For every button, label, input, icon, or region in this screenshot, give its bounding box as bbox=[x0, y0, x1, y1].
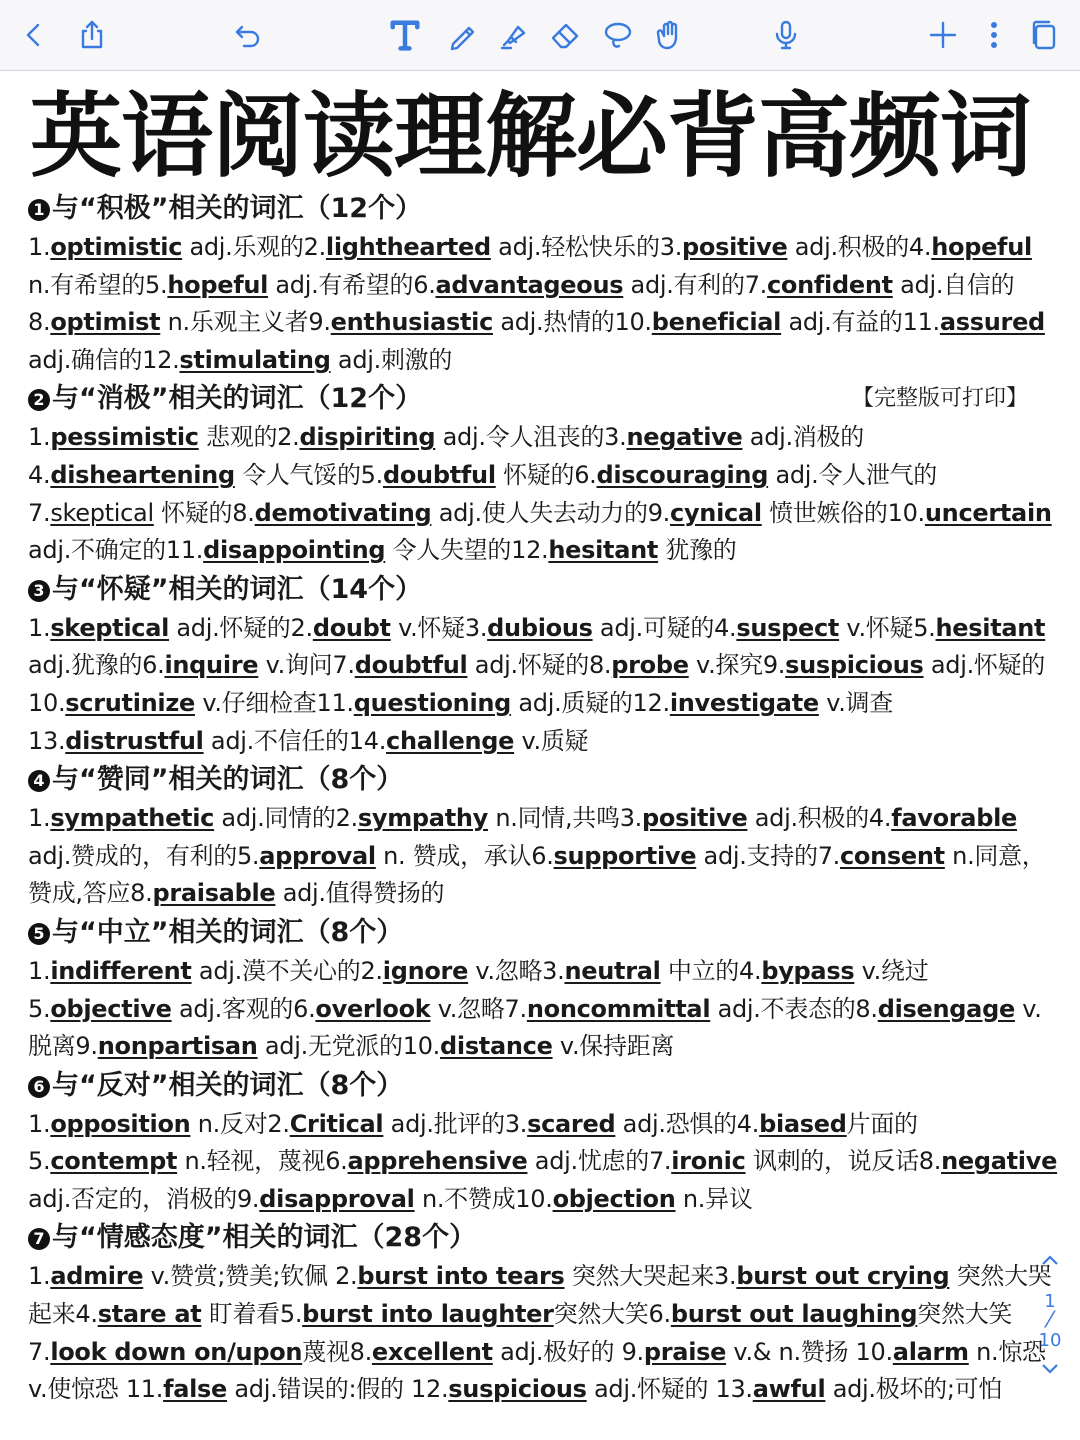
word-number: 8. bbox=[588, 651, 612, 680]
word-number: 7. bbox=[28, 498, 51, 527]
word-number: 3. bbox=[504, 1109, 528, 1138]
word-number: 5. bbox=[28, 994, 51, 1023]
vocab-section bbox=[28, 1218, 1058, 1408]
word-meaning: v.怀疑 bbox=[390, 613, 465, 642]
vocab-word: disapproval bbox=[259, 1184, 415, 1213]
word-meaning: n.反对 bbox=[190, 1109, 268, 1138]
word-meaning: v.& n.赞扬 bbox=[726, 1337, 856, 1366]
vocab-word: suspect bbox=[736, 613, 840, 642]
vocab-word: stare at bbox=[97, 1300, 202, 1329]
word-number: 9. bbox=[75, 1032, 98, 1061]
word-number: 14. bbox=[348, 726, 387, 755]
word-number: 8. bbox=[130, 879, 153, 908]
section-heading bbox=[28, 189, 1058, 229]
word-meaning: 中立的 bbox=[660, 956, 740, 985]
word-number: 10. bbox=[515, 1184, 553, 1213]
print-note: 【完整版可打印】 bbox=[851, 386, 1028, 412]
page-down-icon[interactable] bbox=[1030, 1357, 1070, 1384]
word-meaning: 突然大笑 bbox=[553, 1300, 649, 1329]
section-heading bbox=[28, 379, 1058, 419]
vocab-word: distance bbox=[440, 1032, 553, 1061]
vocab-word: look down on/upon bbox=[50, 1337, 303, 1366]
vocab-word: hesitant bbox=[935, 613, 1046, 642]
word-number: 4. bbox=[868, 804, 892, 833]
vocab-word: biased bbox=[759, 1109, 847, 1138]
word-number: 3. bbox=[659, 233, 683, 261]
word-meaning: adj.热情的 bbox=[493, 308, 615, 337]
word-number: 8. bbox=[232, 498, 255, 527]
vocab-word: burst out crying bbox=[736, 1262, 950, 1291]
word-number: 5. bbox=[28, 1147, 51, 1176]
vocab-word: alarm bbox=[892, 1337, 969, 1366]
word-meaning: adj.怀疑的 bbox=[923, 651, 1045, 680]
word-number: 9. bbox=[236, 1184, 260, 1213]
vocab-word: ignore bbox=[382, 956, 469, 985]
page-up-icon[interactable] bbox=[1030, 1250, 1070, 1277]
word-meaning: 怀疑的 bbox=[153, 498, 233, 527]
section-number-badge: 2 bbox=[28, 389, 50, 411]
word-number: 6. bbox=[142, 651, 165, 680]
vocab-word: favorable bbox=[891, 804, 1017, 833]
vocab-word: praise bbox=[643, 1337, 727, 1366]
section-number-badge: 3 bbox=[28, 580, 50, 602]
word-meaning: 片面的 bbox=[846, 1109, 918, 1138]
word-number: 6. bbox=[413, 270, 436, 299]
vocab-word: assured bbox=[939, 308, 1045, 337]
section-word-list bbox=[28, 800, 1058, 913]
vocab-word: doubt bbox=[312, 613, 391, 642]
vocab-word: skeptical bbox=[50, 498, 154, 527]
vocab-word: discouraging bbox=[596, 460, 769, 489]
vocab-word: supportive bbox=[553, 841, 697, 870]
word-meaning: 突然大哭起来 bbox=[28, 1262, 1052, 1329]
pages-icon[interactable] bbox=[1024, 15, 1064, 55]
word-number: 7. bbox=[817, 841, 840, 870]
word-meaning: n.有希望的 bbox=[28, 270, 146, 299]
word-meaning: v.绕过 bbox=[854, 956, 929, 985]
vocab-word: objection bbox=[552, 1184, 676, 1213]
section-title: 与“积极”相关的词汇（12个） bbox=[52, 193, 423, 224]
page-separator: ⁄ bbox=[1048, 1308, 1052, 1333]
word-meaning: adj.极好的 bbox=[492, 1337, 622, 1366]
word-number: 6. bbox=[531, 841, 554, 870]
section-word-list bbox=[28, 1258, 1058, 1408]
word-number: 2. bbox=[335, 1262, 358, 1291]
word-number: 6. bbox=[293, 994, 316, 1023]
vocab-word: doubtful bbox=[354, 651, 468, 680]
vocab-word: scared bbox=[527, 1109, 616, 1138]
vocab-word: doubtful bbox=[382, 460, 496, 489]
section-heading bbox=[28, 1066, 1058, 1106]
word-number: 6. bbox=[325, 1147, 348, 1176]
word-meaning: adj.怀疑的 bbox=[467, 651, 589, 680]
section-title: 与“怀疑”相关的词汇（14个） bbox=[52, 573, 423, 605]
word-meaning: adj.客观的 bbox=[171, 994, 294, 1023]
word-meaning: adj.可疑的 bbox=[592, 613, 715, 642]
word-number: 11. bbox=[316, 688, 354, 717]
vocab-word: nonpartisan bbox=[97, 1032, 258, 1061]
vocab-word: demotivating bbox=[254, 498, 432, 527]
word-number: 12. bbox=[142, 345, 180, 374]
section-heading bbox=[28, 1218, 1058, 1258]
word-meaning: adj.怀疑的 bbox=[169, 613, 291, 642]
vocab-word: Critical bbox=[289, 1109, 384, 1138]
word-meaning: v.仔细检查 bbox=[194, 688, 317, 717]
word-meaning: n.惊恐 v.使惊恐 bbox=[28, 1337, 1046, 1404]
word-number: 13. bbox=[28, 726, 66, 755]
word-meaning: adj.使人失去动力的 bbox=[431, 498, 648, 527]
pen-icon[interactable] bbox=[442, 15, 482, 55]
word-meaning: adj.有利的 bbox=[623, 270, 745, 299]
vocab-word: enthusiastic bbox=[330, 308, 493, 337]
vocab-word: objective bbox=[50, 994, 172, 1023]
vocab-word: excellent bbox=[371, 1337, 493, 1366]
word-meaning: adj.批评的 bbox=[383, 1109, 505, 1138]
word-number: 10. bbox=[887, 498, 925, 527]
undo-icon[interactable] bbox=[228, 15, 268, 55]
vocab-word: questioning bbox=[353, 688, 512, 717]
word-number: 4. bbox=[739, 956, 762, 985]
word-number: 5. bbox=[360, 460, 383, 489]
word-meaning: adj.犹豫的 bbox=[28, 651, 143, 680]
vocab-section bbox=[28, 913, 1058, 1066]
vocab-word: lighthearted bbox=[325, 233, 491, 261]
word-meaning: v.调查 bbox=[818, 688, 893, 717]
word-number: 11. bbox=[165, 536, 204, 565]
word-number: 12. bbox=[411, 1375, 449, 1404]
vocab-word: optimistic bbox=[50, 233, 183, 261]
word-meaning: adj.有益的 bbox=[781, 308, 903, 337]
word-number: 1. bbox=[28, 804, 51, 833]
word-number: 6. bbox=[648, 1300, 671, 1329]
word-number: 9. bbox=[762, 651, 786, 680]
vocab-word: distrustful bbox=[65, 726, 204, 755]
word-number: 2. bbox=[335, 804, 358, 833]
vocab-word: dubious bbox=[487, 613, 593, 642]
word-meaning: adj.同情的 bbox=[214, 804, 336, 833]
word-number: 9. bbox=[621, 1337, 644, 1366]
back-icon[interactable] bbox=[14, 15, 54, 55]
word-meaning: v.探究 bbox=[688, 651, 763, 680]
vocab-word: hesitant bbox=[548, 536, 659, 565]
word-meaning: 愤世嫉俗的 bbox=[761, 498, 888, 527]
section-title: 与“反对”相关的词汇（8个） bbox=[52, 1069, 404, 1101]
section-heading bbox=[28, 570, 1058, 610]
vocab-word: confident bbox=[767, 270, 893, 299]
word-meaning: adj.不表态的 bbox=[710, 994, 856, 1023]
word-meaning: adj.错误的:假的 bbox=[227, 1375, 412, 1404]
section-number-badge: 5 bbox=[28, 923, 50, 945]
vocab-section bbox=[28, 570, 1058, 760]
page-title: 英语阅读理解必背高频词 bbox=[30, 83, 1032, 190]
word-number: 12. bbox=[511, 536, 549, 565]
word-meaning: adj.否定的，消极的 bbox=[28, 1184, 237, 1213]
word-number: 5. bbox=[236, 841, 260, 870]
vocab-section bbox=[28, 189, 1058, 379]
vocab-word: bypass bbox=[761, 956, 855, 985]
word-number: 2. bbox=[303, 233, 326, 261]
word-meaning: adj.恐惧的 bbox=[615, 1109, 737, 1138]
vocab-word: awful bbox=[752, 1375, 826, 1404]
vocab-word: burst out laughing bbox=[670, 1300, 918, 1329]
word-meaning: adj.乐观的 bbox=[182, 233, 304, 261]
word-meaning: adj.令人沮丧的 bbox=[435, 423, 605, 452]
vocab-word: neutral bbox=[564, 956, 661, 985]
word-number: 4. bbox=[75, 1300, 98, 1329]
word-meaning: 令人气馁的 bbox=[234, 460, 361, 489]
word-meaning: 讽刺的，说反话 bbox=[745, 1147, 919, 1176]
add-icon[interactable] bbox=[923, 15, 963, 55]
vocab-word: stimulating bbox=[179, 345, 331, 374]
vocab-word: optimist bbox=[50, 308, 161, 337]
word-meaning: n.乐观主义者 bbox=[160, 308, 309, 337]
vocab-word: challenge bbox=[386, 726, 515, 755]
section-title: 与“中立”相关的词汇（8个） bbox=[52, 916, 404, 948]
word-meaning: adj.自信的 bbox=[892, 270, 1015, 299]
word-number: 8. bbox=[855, 994, 878, 1023]
word-number: 2. bbox=[290, 613, 313, 642]
word-number: 9. bbox=[647, 498, 671, 527]
word-meaning: n.不赞成 bbox=[414, 1184, 516, 1213]
hand-icon[interactable] bbox=[650, 15, 690, 55]
eraser-icon[interactable] bbox=[545, 15, 585, 55]
vocab-word: admire bbox=[50, 1262, 144, 1291]
word-meaning: adj.支持的 bbox=[696, 841, 818, 870]
section-number-badge: 6 bbox=[28, 1076, 50, 1098]
vocab-word: noncommittal bbox=[526, 994, 711, 1023]
word-number: 1. bbox=[28, 233, 51, 261]
word-number: 2. bbox=[267, 1109, 290, 1138]
document-page bbox=[0, 71, 1080, 1440]
word-number: 1. bbox=[28, 956, 51, 985]
vocab-word: positive bbox=[682, 233, 788, 261]
vocab-word: disappointing bbox=[203, 536, 386, 565]
word-meaning: n.同意，赞成,答应 bbox=[28, 841, 1046, 908]
word-number: 2. bbox=[360, 956, 383, 985]
word-meaning: v.询问 bbox=[258, 651, 333, 680]
word-meaning: adj.质疑的 bbox=[511, 688, 633, 717]
vocab-word: burst into laughter bbox=[302, 1300, 554, 1329]
section-title: 与“赞同”相关的词汇（8个） bbox=[52, 764, 404, 796]
total-pages: 10 bbox=[1038, 1330, 1062, 1351]
word-number: 3. bbox=[464, 613, 488, 642]
vocab-word: dispiriting bbox=[299, 423, 436, 452]
vocab-word: indifferent bbox=[50, 956, 192, 985]
word-number: 12. bbox=[632, 688, 670, 717]
word-meaning: v.保持距离 bbox=[552, 1032, 675, 1061]
word-meaning: v.忽略 bbox=[468, 956, 543, 985]
word-meaning: v.质疑 bbox=[514, 726, 589, 755]
vocab-word: hopeful bbox=[931, 233, 1032, 261]
vocab-word: negative bbox=[941, 1147, 1058, 1176]
word-meaning: 令人失望的 bbox=[385, 536, 512, 565]
word-number: 7. bbox=[504, 994, 527, 1023]
vocab-word: burst into tears bbox=[357, 1262, 565, 1291]
word-number: 9. bbox=[308, 308, 331, 337]
word-meaning: adj.轻松快乐的 bbox=[490, 233, 660, 261]
vocab-word: investigate bbox=[669, 688, 819, 717]
word-meaning: adj.忧虑的 bbox=[527, 1147, 649, 1176]
page-navigator bbox=[1030, 1250, 1070, 1410]
word-number: 10. bbox=[402, 1032, 441, 1061]
vocab-word: hopeful bbox=[167, 270, 269, 299]
share-icon[interactable] bbox=[72, 15, 112, 55]
section-word-list bbox=[28, 419, 1058, 569]
vocab-word: inquire bbox=[164, 651, 259, 680]
section-number-badge: 4 bbox=[28, 770, 50, 792]
vocab-word: suspicious bbox=[448, 1375, 587, 1404]
microphone-icon[interactable] bbox=[766, 15, 806, 55]
vocab-word: negative bbox=[626, 423, 743, 452]
word-meaning: n. 赞成，承认 bbox=[375, 841, 532, 870]
section-word-list bbox=[28, 229, 1058, 379]
vocab-word: probe bbox=[611, 651, 689, 680]
word-number: 13. bbox=[715, 1375, 753, 1404]
word-number: 1. bbox=[28, 1262, 51, 1291]
section-heading bbox=[28, 760, 1058, 800]
vocab-word: praisable bbox=[152, 879, 276, 908]
word-number: 10. bbox=[614, 308, 652, 337]
word-number: 7. bbox=[28, 1337, 51, 1366]
vocab-word: contempt bbox=[50, 1147, 178, 1176]
vocab-word: opposition bbox=[50, 1109, 191, 1138]
word-number: 4. bbox=[714, 613, 737, 642]
word-meaning: 突然大笑 bbox=[917, 1300, 1013, 1329]
section-number-badge: 1 bbox=[28, 199, 50, 221]
section-title: 与“消极”相关的词汇（12个） bbox=[52, 383, 423, 415]
highlighter-icon[interactable] bbox=[494, 15, 534, 55]
word-number: 6. bbox=[574, 460, 597, 489]
word-meaning: v.脱离 bbox=[28, 994, 1042, 1061]
word-number: 5. bbox=[279, 1300, 303, 1329]
word-number: 2. bbox=[277, 423, 300, 452]
vocab-word: positive bbox=[642, 804, 748, 833]
current-page: 1 bbox=[1044, 1291, 1056, 1312]
word-number: 3. bbox=[542, 956, 565, 985]
word-number: 8. bbox=[349, 1337, 372, 1366]
vocab-word: false bbox=[163, 1375, 228, 1404]
vocab-word: suspicious bbox=[785, 651, 924, 680]
vocab-word: disengage bbox=[877, 994, 1015, 1023]
vocabulary-content bbox=[28, 189, 1058, 1409]
word-meaning: n.同情,共鸣 bbox=[488, 804, 620, 833]
word-meaning: adj.积极的 bbox=[787, 233, 909, 261]
vocab-word: sympathetic bbox=[50, 804, 215, 833]
word-meaning: adj.极坏的;可怕 bbox=[825, 1375, 1003, 1404]
vocab-word: pessimistic bbox=[50, 423, 199, 452]
word-meaning: adj.值得赞扬的 bbox=[275, 879, 445, 908]
word-meaning: adj.漠不关心的 bbox=[191, 956, 361, 985]
word-meaning: adj.积极的 bbox=[747, 804, 869, 833]
text-tool-icon[interactable] bbox=[385, 15, 425, 55]
word-meaning: v.忽略 bbox=[430, 994, 505, 1023]
word-meaning: 盯着看 bbox=[201, 1300, 280, 1329]
word-number: 1. bbox=[28, 1109, 51, 1138]
word-number: 7. bbox=[648, 1147, 672, 1176]
section-heading bbox=[28, 913, 1058, 953]
vocab-section bbox=[28, 1066, 1058, 1219]
word-meaning: v.赞赏;赞美;钦佩 bbox=[143, 1262, 336, 1291]
vocab-word: beneficial bbox=[651, 308, 782, 337]
section-word-list bbox=[28, 1106, 1058, 1219]
word-meaning: n.异议 bbox=[675, 1184, 753, 1213]
word-meaning: 悲观的 bbox=[198, 423, 278, 452]
word-number: 4. bbox=[28, 460, 51, 489]
word-meaning: adj.不确定的 bbox=[28, 536, 166, 565]
section-word-list bbox=[28, 610, 1058, 760]
word-number: 7. bbox=[744, 270, 767, 299]
word-number: 11. bbox=[902, 308, 940, 337]
vocab-word: scrutinize bbox=[65, 688, 195, 717]
vocab-word: consent bbox=[840, 841, 945, 870]
more-icon[interactable] bbox=[974, 15, 1014, 55]
word-number: 7. bbox=[332, 651, 355, 680]
word-number: 8. bbox=[28, 308, 51, 337]
word-meaning: adj.有希望的 bbox=[268, 270, 414, 299]
vocab-word: uncertain bbox=[924, 498, 1052, 527]
word-meaning: adj.赞成的，有利的 bbox=[28, 841, 237, 870]
word-meaning: adj.不信任的 bbox=[203, 726, 349, 755]
vocab-section bbox=[28, 760, 1058, 913]
word-number: 5. bbox=[913, 613, 936, 642]
vocab-word: apprehensive bbox=[347, 1147, 528, 1176]
word-meaning: n.轻视，蔑视 bbox=[177, 1147, 326, 1176]
vocab-word: disheartening bbox=[50, 460, 235, 489]
vocab-word: ironic bbox=[671, 1147, 746, 1176]
word-number: 4. bbox=[908, 233, 932, 261]
word-number: 1. bbox=[28, 423, 51, 452]
word-number: 4. bbox=[736, 1109, 760, 1138]
word-meaning: adj.消极的 bbox=[742, 423, 864, 452]
word-number: 3. bbox=[714, 1262, 737, 1291]
word-meaning: 蔑视 bbox=[302, 1337, 350, 1366]
word-number: 1. bbox=[28, 613, 51, 642]
word-meaning: adj.刺激的 bbox=[330, 345, 453, 374]
word-number: 3. bbox=[604, 423, 627, 452]
vocab-word: advantageous bbox=[435, 270, 624, 299]
word-number: 3. bbox=[619, 804, 643, 833]
word-number: 8. bbox=[918, 1147, 942, 1176]
word-meaning: 犹豫的 bbox=[658, 536, 737, 565]
vocab-section bbox=[28, 379, 1058, 569]
word-meaning: 怀疑的 bbox=[495, 460, 575, 489]
vocab-word: skeptical bbox=[50, 613, 170, 642]
word-meaning: v.怀疑 bbox=[839, 613, 914, 642]
lasso-icon[interactable] bbox=[598, 15, 638, 55]
vocab-word: approval bbox=[259, 841, 376, 870]
vocab-word: sympathy bbox=[357, 804, 488, 833]
word-number: 10. bbox=[28, 688, 66, 717]
word-number: 5. bbox=[145, 270, 168, 299]
word-meaning: adj.无党派的 bbox=[257, 1032, 403, 1061]
word-meaning: adj.令人泄气的 bbox=[768, 460, 937, 489]
vocab-word: cynical bbox=[670, 498, 762, 527]
word-meaning: adj.确信的 bbox=[28, 345, 143, 374]
word-number: 11. bbox=[125, 1375, 164, 1404]
word-meaning: 突然大哭起来 bbox=[564, 1262, 715, 1291]
section-word-list bbox=[28, 953, 1058, 1066]
word-number: 10. bbox=[855, 1337, 893, 1366]
word-meaning: adj.怀疑的 bbox=[586, 1375, 716, 1404]
top-toolbar bbox=[0, 0, 1080, 71]
vocab-word: overlook bbox=[315, 994, 431, 1023]
section-title: 与“情感态度”相关的词汇（28个） bbox=[52, 1222, 477, 1254]
section-number-badge: 7 bbox=[28, 1228, 50, 1250]
